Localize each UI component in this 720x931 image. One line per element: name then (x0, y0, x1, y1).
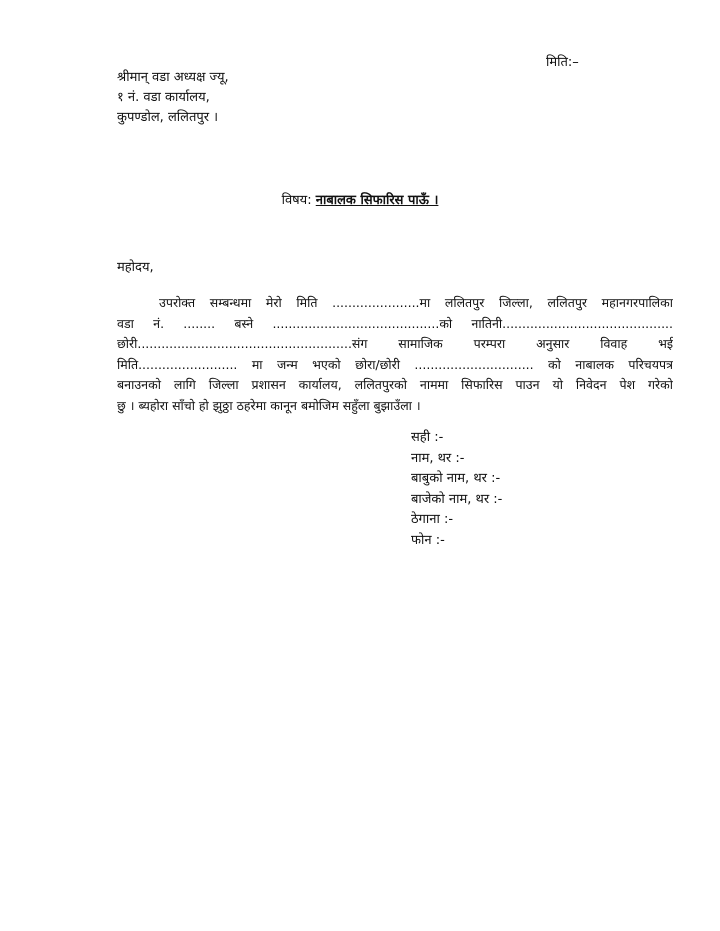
subject-text: नाबालक सिफारिस पाऊँ । (315, 193, 439, 208)
salutation: महोदय, (117, 260, 154, 275)
recipient-address (117, 68, 229, 128)
date-label: मिति:– (546, 55, 579, 70)
subject-prefix: विषय: (281, 193, 312, 208)
address-field: ठेगाना :- (411, 512, 454, 527)
father-name-field: बाबुको नाम, थर :- (411, 471, 501, 486)
body-line-2: वडा नं. ........ बस्ने ..........................................को नातिनी........................................... (117, 315, 673, 331)
address-line-2: १ नं. वडा कार्यालय, (117, 90, 210, 105)
name-field: नाम, थर :- (411, 450, 465, 466)
signature-block (411, 428, 502, 551)
address-line-3: कुपण्डोल, ललितपुर । (117, 110, 219, 125)
address-line-1: श्रीमान् वडा अध्यक्ष ज्यू, (117, 70, 229, 85)
body-line-1: उपरोक्त सम्बन्धमा मेरो मिति ......................मा ललितपुर जिल्ला, ललितपुर महानगरपालिका (159, 295, 673, 310)
body-line-3: छोरी......................................................संग सामाजिक परम्परा अनुसार विवाह भई (117, 336, 673, 351)
subject-line (0, 190, 720, 208)
grandfather-name-field: बाजेको नाम, थर :- (411, 491, 503, 507)
letter-body (117, 293, 673, 416)
body-line-5: बनाउनको लागि जिल्ला प्रशासन कार्यालय, ललितपुरको नाममा सिफारिस पाउन यो निवेदन पेश गरेको (117, 377, 673, 392)
body-line-6: छु । ब्यहोरा साँचो हो झुठ्ठा ठहरेमा कानून बमोजिम सहुँला बुझाउँला । (117, 397, 421, 413)
body-line-4: मिति......................... मा जन्म भएको छोरा/छोरी .............................. को नाबालक परिचयपत्र (117, 356, 673, 372)
sign-field: सही :- (411, 430, 444, 445)
phone-field: फोन :- (411, 532, 445, 548)
